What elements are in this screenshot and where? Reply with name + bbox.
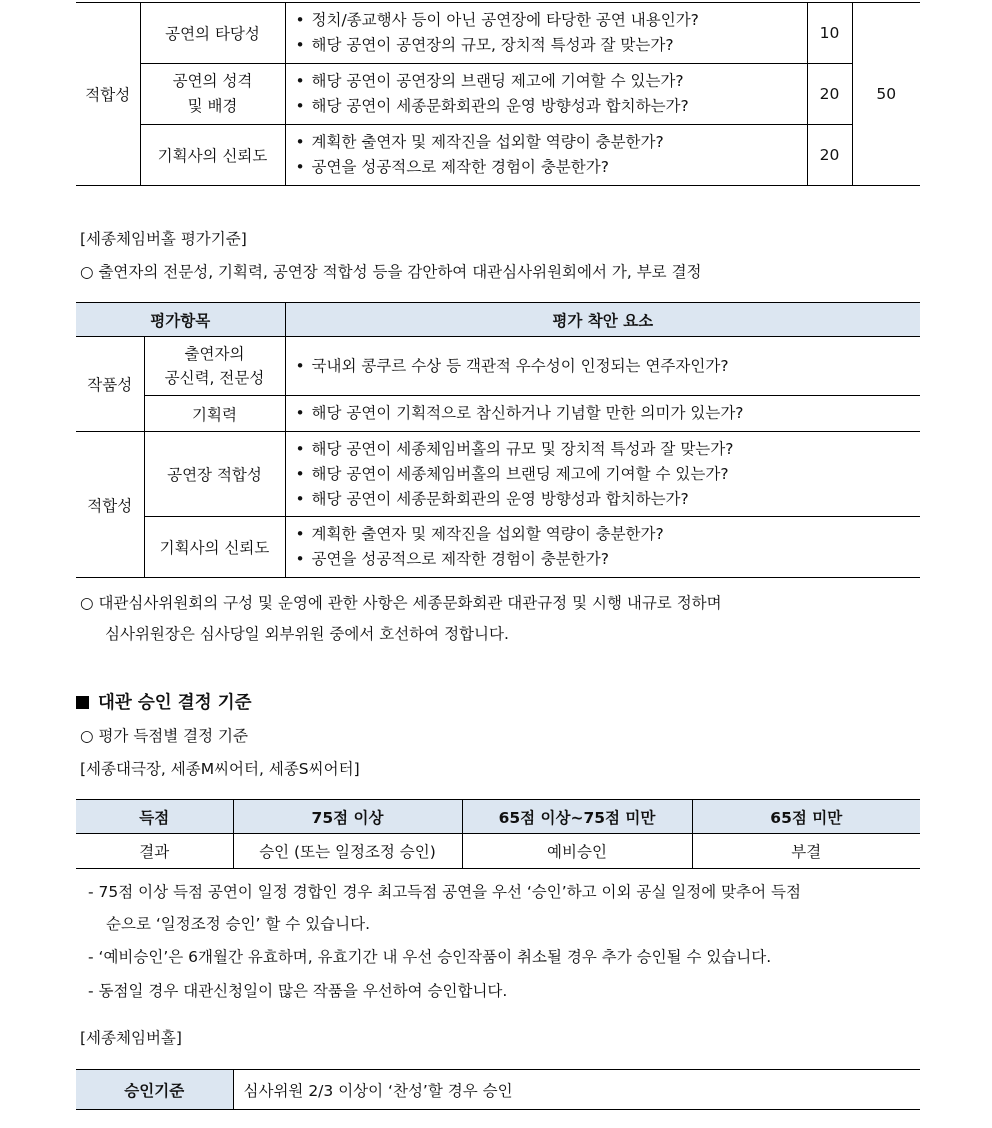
header-focus: 평가 착안 요소 xyxy=(285,303,920,337)
score-intro: ○ 평가 득점별 결정 기준 xyxy=(80,727,248,745)
note-text: - 75점 이상 득점 공연이 일정 경합인 경우 최고득점 공연을 우선 ‘승인’하고 이외 공실 일정에 맞추어 득점 xyxy=(88,883,801,901)
criteria-bullets xyxy=(285,125,807,186)
criteria-item-line: 공신력, 전문성 xyxy=(164,369,265,387)
header-cell: 75점 이상 xyxy=(233,800,462,834)
section-label: [세종체임버홀 평가기준] xyxy=(80,230,247,248)
list-item: • 계획한 출연자 및 제작진을 섭외할 역량이 충분한가? xyxy=(294,130,807,155)
criteria-label: 승인기준 xyxy=(76,1070,233,1110)
table-row xyxy=(76,125,920,186)
list-item: • 공연을 성공적으로 제작한 경험이 충분한가? xyxy=(294,155,807,180)
suitability-table xyxy=(76,2,920,186)
group-label: 작품성 xyxy=(76,337,144,432)
list-item: • 해당 공연이 세종문화회관의 운영 방향성과 합치하는가? xyxy=(294,94,807,119)
criteria-item xyxy=(140,64,285,125)
table-row xyxy=(76,3,920,64)
table-cell: 부결 xyxy=(692,834,920,869)
list-item: • 해당 공연이 세종체임버홀의 규모 및 장치적 특성과 잘 맞는가? xyxy=(294,437,921,462)
total-score: 50 xyxy=(852,3,920,186)
list-item: • 해당 공연이 공연장의 브랜딩 제고에 기여할 수 있는가? xyxy=(294,69,807,94)
table-header xyxy=(76,303,920,337)
criteria-item xyxy=(144,337,285,396)
table-row xyxy=(76,432,920,517)
heading-text: 대관 승인 결정 기준 xyxy=(98,693,252,713)
list-item: • 정치/종교행사 등이 아닌 공연장에 타당한 공연 내용인가? xyxy=(294,8,807,33)
header-cell: 득점 xyxy=(76,800,233,834)
table-row xyxy=(76,337,920,396)
list-item: • 해당 공연이 기획적으로 참신하거나 기념할 만한 의미가 있는가? xyxy=(294,401,921,426)
criteria-item-line: 출연자의 xyxy=(184,345,245,363)
note-text: - ‘예비승인’은 6개월간 유효하며, 유효기간 내 우선 승인작품이 취소될 경우 추가 승인될 수 있습니다. xyxy=(88,948,772,966)
list-item: • 계획한 출연자 및 제작진을 섭외할 역량이 충분한가? xyxy=(294,522,921,547)
note-text: - 동점일 경우 대관신청일이 많은 작품을 우선하여 승인합니다. xyxy=(88,982,508,1000)
section-label: [세종체임버홀] xyxy=(80,1029,182,1047)
header-cell: 65점 이상~75점 미만 xyxy=(462,800,692,834)
criteria-item: 기획사의 신뢰도 xyxy=(144,517,285,578)
criteria-bullets xyxy=(285,337,920,396)
criteria-item: 기획력 xyxy=(144,396,285,432)
criteria-item: 공연장 적합성 xyxy=(144,432,285,517)
table-row xyxy=(76,1070,920,1110)
list-item: • 해당 공연이 공연장의 규모, 장치적 특성과 잘 맞는가? xyxy=(294,33,807,58)
score-decision-table xyxy=(76,799,920,869)
criteria-item: 공연의 타당성 xyxy=(140,3,285,64)
committee-text: 심사위원장은 심사당일 외부위원 중에서 호선하여 정합니다. xyxy=(105,625,509,643)
table-row xyxy=(76,517,920,578)
section-label: [세종대극장, 세종M씨어터, 세종S씨어터] xyxy=(80,760,360,778)
note-text: 순으로 ‘일정조정 승인’ 할 수 있습니다. xyxy=(106,915,371,933)
intro-text: ○ 출연자의 전문성, 기획력, 공연장 적합성 등을 감안하여 대관심사위원회에서 가, 부로 결정 xyxy=(80,263,702,281)
criteria-value: 심사위원 2/3 이상이 ‘찬성’할 경우 승인 xyxy=(243,1081,513,1100)
criteria-bullets xyxy=(285,64,807,125)
section-heading xyxy=(76,689,252,714)
table-header xyxy=(76,800,920,834)
criteria-item-line: 및 배경 xyxy=(187,97,238,115)
square-bullet-icon xyxy=(76,696,89,709)
criteria-bullets xyxy=(285,432,920,517)
chamber-approval-table xyxy=(76,1069,920,1110)
criteria-bullets xyxy=(285,517,920,578)
group-label: 적합성 xyxy=(76,432,144,578)
score-cell: 20 xyxy=(807,125,852,186)
score-cell: 20 xyxy=(807,64,852,125)
table-cell: 예비승인 xyxy=(462,834,692,869)
criteria-bullets xyxy=(285,396,920,432)
table-cell: 결과 xyxy=(139,843,170,861)
table-cell: 승인 (또는 일정조정 승인) xyxy=(233,834,462,869)
list-item: • 국내외 콩쿠르 수상 등 객관적 우수성이 인정되는 연주자인가? xyxy=(294,354,921,379)
list-item: • 해당 공연이 세종문화회관의 운영 방향성과 합치하는가? xyxy=(294,487,921,512)
criteria-item: 기획사의 신뢰도 xyxy=(140,125,285,186)
committee-text: ○ 대관심사위원회의 구성 및 운영에 관한 사항은 세종문화회관 대관규정 및 시행 내규로 정하며 xyxy=(80,594,722,612)
list-item: • 해당 공연이 세종체임버홀의 브랜딩 제고에 기여할 수 있는가? xyxy=(294,462,921,487)
header-cell: 65점 미만 xyxy=(692,800,920,834)
list-item: • 공연을 성공적으로 제작한 경험이 충분한가? xyxy=(294,547,921,572)
table-row xyxy=(76,396,920,432)
table-row xyxy=(76,64,920,125)
group-label: 적합성 xyxy=(76,3,140,186)
header-item: 평가항목 xyxy=(76,303,285,337)
score-cell: 10 xyxy=(807,3,852,64)
chamber-criteria-table xyxy=(76,302,920,578)
criteria-item-line: 공연의 성격 xyxy=(172,72,253,90)
table-row xyxy=(76,834,920,869)
criteria-bullets xyxy=(285,3,807,64)
